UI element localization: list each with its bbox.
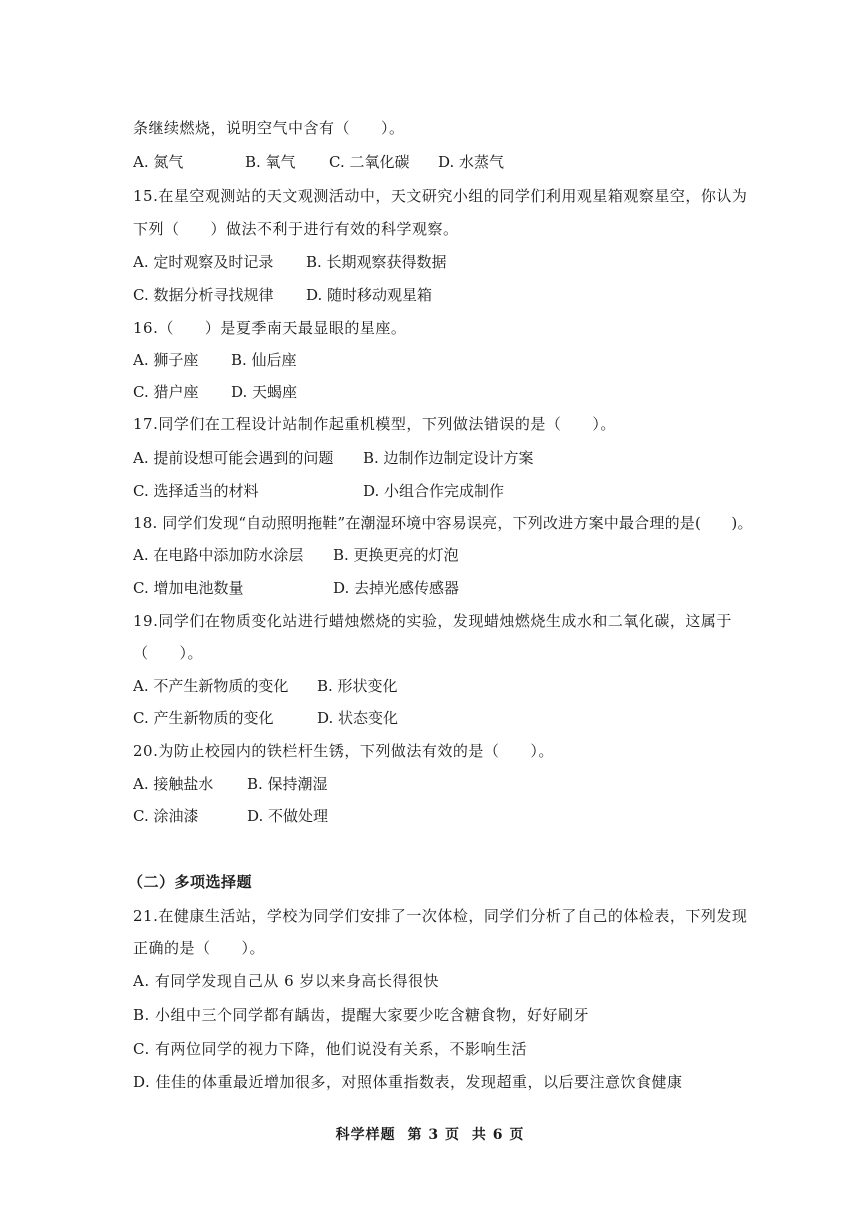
q16-option-d: D. 天蝎座 (231, 383, 298, 401)
q20-stem: 20.为防止校园内的铁栏杆生锈，下列做法有效的是（ ）。 (133, 742, 554, 760)
q19-option-c: C. 产生新物质的变化 (133, 709, 274, 727)
footer-subject: 科学样题 (335, 1127, 396, 1143)
q19-stem-line2: （ ）。 (133, 644, 204, 662)
q17-option-b: B. 边制作边制定设计方案 (363, 449, 534, 467)
footer-page-number: 第 3 页 (407, 1127, 460, 1143)
q21-option-a: A. 有同学发现自己从 6 岁以来身高长得很快 (133, 972, 439, 990)
q17-stem: 17.同学们在工程设计站制作起重机模型，下列做法错误的是（ ）。 (133, 415, 616, 433)
q16-stem: 16.（ ）是夏季南天最显眼的星座。 (133, 319, 407, 337)
footer-total-pages: 共 6 页 (471, 1127, 525, 1143)
section-title-multiple-choice: （二）多项选择题 (128, 873, 253, 891)
q15-option-b: B. 长期观察获得数据 (306, 253, 447, 271)
q21-option-c: C. 有两位同学的视力下降，他们说没有关系，不影响生活 (133, 1040, 527, 1058)
q15-option-c: C. 数据分析寻找规律 (133, 286, 274, 304)
q20-option-d: D. 不做处理 (247, 807, 329, 825)
q14-option-c: C. 二氧化碳 (329, 153, 410, 171)
q15-option-d: D. 随时移动观星箱 (306, 286, 433, 304)
q18-option-c: C. 增加电池数量 (133, 579, 244, 597)
q15-stem-line1: 15.在星空观测站的天文观测活动中，天文研究小组的同学们利用观星箱观察星空，你认为 (133, 187, 748, 205)
q16-option-b: B. 仙后座 (231, 351, 297, 369)
q21-stem-line2: 正确的是（ ）。 (133, 939, 266, 957)
q15-stem-line2: 下列（ ）做法不利于进行有效的科学观察。 (133, 220, 459, 238)
q19-stem-line1: 19.同学们在物质变化站进行蜡烛燃烧的实验，发现蜡烛燃烧生成水和二氧化碳，这属于 (133, 612, 732, 630)
q17-option-a: A. 提前设想可能会遇到的问题 (133, 449, 334, 467)
q21-option-b: B. 小组中三个同学都有龋齿，提醒大家要少吃含糖食物，好好刷牙 (133, 1006, 590, 1024)
q18-option-a: A. 在电路中添加防水涂层 (133, 546, 304, 564)
q18-stem: 18. 同学们发现“自动照明拖鞋”在潮湿环境中容易误亮，下列改进方案中最合理的是( )。 (133, 514, 753, 532)
q14-option-a: A. 氮气 (133, 153, 184, 171)
q20-option-b: B. 保持潮湿 (247, 775, 328, 793)
q21-stem-line1: 21.在健康生活站，学校为同学们安排了一次体检，同学们分析了自己的体检表，下列发现 (133, 907, 748, 925)
q17-option-d: D. 小组合作完成制作 (363, 482, 505, 500)
q20-option-c: C. 涂油漆 (133, 807, 199, 825)
q16-option-c: C. 猎户座 (133, 383, 199, 401)
q14-option-b: B. 氧气 (245, 153, 296, 171)
q18-option-d: D. 去掉光感传感器 (333, 579, 460, 597)
q14-option-d: D. 水蒸气 (438, 153, 505, 171)
q21-option-d: D. 佳佳的体重最近增加很多，对照体重指数表，发现超重，以后要注意饮食健康 (133, 1073, 683, 1091)
page-footer (0, 1124, 860, 1144)
q16-option-a: A. 狮子座 (133, 351, 199, 369)
q17-option-c: C. 选择适当的材料 (133, 482, 259, 500)
q15-option-a: A. 定时观察及时记录 (133, 253, 274, 271)
q19-option-a: A. 不产生新物质的变化 (133, 677, 289, 695)
q19-option-d: D. 状态变化 (317, 709, 399, 727)
q19-option-b: B. 形状变化 (317, 677, 398, 695)
q14-stem-tail: 条继续燃烧，说明空气中含有（ ）。 (133, 119, 405, 137)
q18-option-b: B. 更换更亮的灯泡 (333, 546, 459, 564)
q20-option-a: A. 接触盐水 (133, 775, 214, 793)
